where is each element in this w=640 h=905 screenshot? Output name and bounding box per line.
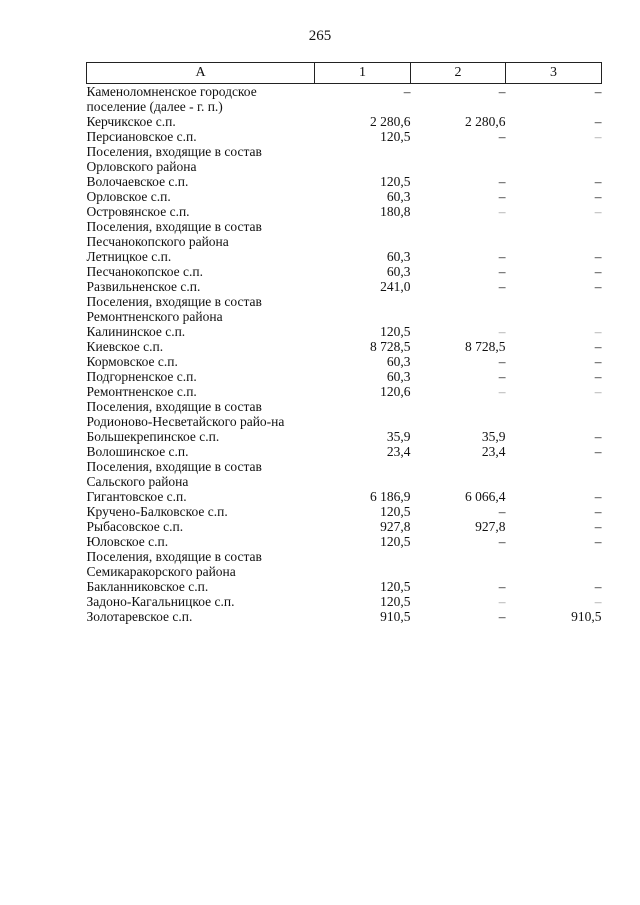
value-column-3: – [594,84,602,99]
value-column-1: 60,3 [386,249,411,264]
settlement-name: Поселения, входящие в состав Ремонтненского района [86,294,262,324]
table-row [87,429,602,444]
table-row [87,354,602,369]
value-column-1: 35,9 [386,429,411,444]
value-column-1 [315,459,411,489]
value-column-2 [411,294,506,324]
value-column-1: 180,8 [380,204,411,219]
value-column-3: – [594,264,602,279]
value-column-3 [506,399,602,429]
settlement-name: Персиановское с.п. [86,129,197,144]
value-column-2: – [498,579,506,594]
value-column-1: 241,0 [380,279,411,294]
value-column-1 [315,219,411,249]
table-row [87,504,602,519]
value-column-3: – [594,114,602,129]
header-row [87,63,602,84]
value-column-3: – [594,369,602,384]
column-header-1: 1 [315,63,411,84]
settlement-name: Поселения, входящие в состав Родионово-Несветайского райо-на [86,399,285,429]
table-row [87,324,602,339]
value-column-2 [411,459,506,489]
value-column-3 [506,219,602,249]
value-column-3: – [594,249,602,264]
table-row [87,534,602,549]
value-column-2: – [498,609,506,624]
settlement-name: Летницкое с.п. [86,249,172,264]
settlement-name: Юловское с.п. [86,534,169,549]
settlement-name: Гигантовское с.п. [86,489,187,504]
value-column-3: – [594,534,602,549]
value-column-1: 120,5 [380,594,411,609]
settlement-name: Киевское с.п. [86,339,164,354]
settlement-name: Кручено-Балковское с.п. [86,504,228,519]
value-column-2: – [498,504,506,519]
value-column-2: – [498,279,506,294]
value-column-2: – [498,129,506,144]
value-column-3: – [594,189,602,204]
value-column-1: 23,4 [386,444,411,459]
table-row [87,369,602,384]
value-column-3: – [594,519,602,534]
value-column-1: 6 186,9 [370,489,411,504]
value-column-1: 60,3 [386,354,411,369]
table-row [87,264,602,279]
value-column-2: 23,4 [481,444,506,459]
value-column-1: 120,5 [380,579,411,594]
value-column-3 [506,459,602,489]
value-column-3: – [594,204,602,219]
settlement-name: Подгорненское с.п. [86,369,197,384]
value-column-2: 6 066,4 [465,489,506,504]
value-column-3: – [594,579,602,594]
value-column-3: 910,5 [571,609,602,624]
value-column-2: – [498,174,506,189]
table-row [87,204,602,219]
value-column-1: 60,3 [386,369,411,384]
table-row [87,519,602,534]
value-column-3: – [594,504,602,519]
value-column-2: – [498,189,506,204]
value-column-3: – [594,429,602,444]
value-column-2: – [498,204,506,219]
table-row [87,444,602,459]
value-column-2: – [498,249,506,264]
table-row [87,489,602,504]
table-row [87,459,602,489]
table-row [87,189,602,204]
value-column-3 [506,144,602,174]
settlement-name: Поселения, входящие в состав Орловского района [86,144,262,174]
settlement-name: Каменоломненское городское поселение (далее - г. п.) [86,84,257,114]
value-column-3: – [594,444,602,459]
settlement-name: Орловское с.п. [86,189,171,204]
value-column-1: 120,5 [380,129,411,144]
value-column-2 [411,399,506,429]
table-row [87,594,602,609]
table-row [87,579,602,594]
settlement-name: Золотаревское с.п. [86,609,193,624]
table-header [87,63,602,84]
settlement-name: Поселения, входящие в состав Песчанокопского района [86,219,262,249]
table-row [87,399,602,429]
value-column-1: 120,5 [380,324,411,339]
settlement-name: Задоно-Кагальницкое с.п. [86,594,235,609]
column-header-a: А [87,63,315,84]
table-row [87,219,602,249]
value-column-1: 2 280,6 [370,114,411,129]
settlement-name: Поселения, входящие в состав Сальского района [86,459,262,489]
value-column-3: – [594,339,602,354]
settlement-name: Керчикское с.п. [86,114,176,129]
page-number: 265 [308,28,332,44]
table-row [87,144,602,174]
table-row [87,339,602,354]
table-row [87,294,602,324]
settlement-name: Ремонтненское с.п. [86,384,197,399]
value-column-1: 910,5 [380,609,411,624]
value-column-1: – [403,84,411,99]
value-column-1: 120,5 [380,504,411,519]
value-column-2: 927,8 [475,519,506,534]
table-row [87,129,602,144]
value-column-2 [411,219,506,249]
value-column-2: – [498,354,506,369]
table-row [87,114,602,129]
value-column-1: 60,3 [386,189,411,204]
settlement-name: Волошинское с.п. [86,444,189,459]
value-column-3 [506,549,602,579]
value-column-2: 35,9 [481,429,506,444]
table-row [87,174,602,189]
value-column-3 [506,294,602,324]
table-row [87,249,602,264]
value-column-2: – [498,384,506,399]
value-column-3: – [594,129,602,144]
value-column-1: 120,5 [380,174,411,189]
value-column-2: 2 280,6 [465,114,506,129]
table-body [87,84,602,625]
settlement-name: Рыбасовское с.п. [86,519,184,534]
settlement-name: Развильненское с.п. [86,279,201,294]
value-column-2: – [498,84,506,99]
value-column-2 [411,144,506,174]
table-row [87,384,602,399]
settlement-name: Поселения, входящие в состав Семикаракорского района [86,549,262,579]
settlement-name: Островянское с.п. [86,204,190,219]
value-column-3: – [594,279,602,294]
value-column-2: – [498,324,506,339]
settlement-name: Бакланниковское с.п. [86,579,209,594]
settlement-name: Большекрепинское с.п. [86,429,220,444]
value-column-3: – [594,174,602,189]
settlement-name: Калининское с.п. [86,324,186,339]
value-column-2: 8 728,5 [465,339,506,354]
value-column-1: 927,8 [380,519,411,534]
value-column-1: 120,5 [380,534,411,549]
value-column-3: – [594,594,602,609]
allocation-table [86,62,602,624]
value-column-1: 8 728,5 [370,339,411,354]
value-column-1 [315,399,411,429]
value-column-3: – [594,489,602,504]
value-column-2: – [498,534,506,549]
table-row [87,279,602,294]
value-column-1: 120,6 [380,384,411,399]
value-column-3: – [594,324,602,339]
value-column-3: – [594,384,602,399]
value-column-2: – [498,594,506,609]
value-column-1: 60,3 [386,264,411,279]
value-column-2: – [498,264,506,279]
value-column-1 [315,144,411,174]
table-row [87,549,602,579]
value-column-1 [315,294,411,324]
column-header-3: 3 [506,63,602,84]
value-column-2 [411,549,506,579]
value-column-1 [315,549,411,579]
value-column-2: – [498,369,506,384]
column-header-2: 2 [411,63,506,84]
settlement-name: Песчанокопское с.п. [86,264,204,279]
table-row [87,84,602,115]
settlement-name: Кормовское с.п. [86,354,178,369]
settlement-name: Волочаевское с.п. [86,174,189,189]
table-row [87,609,602,624]
value-column-3: – [594,354,602,369]
